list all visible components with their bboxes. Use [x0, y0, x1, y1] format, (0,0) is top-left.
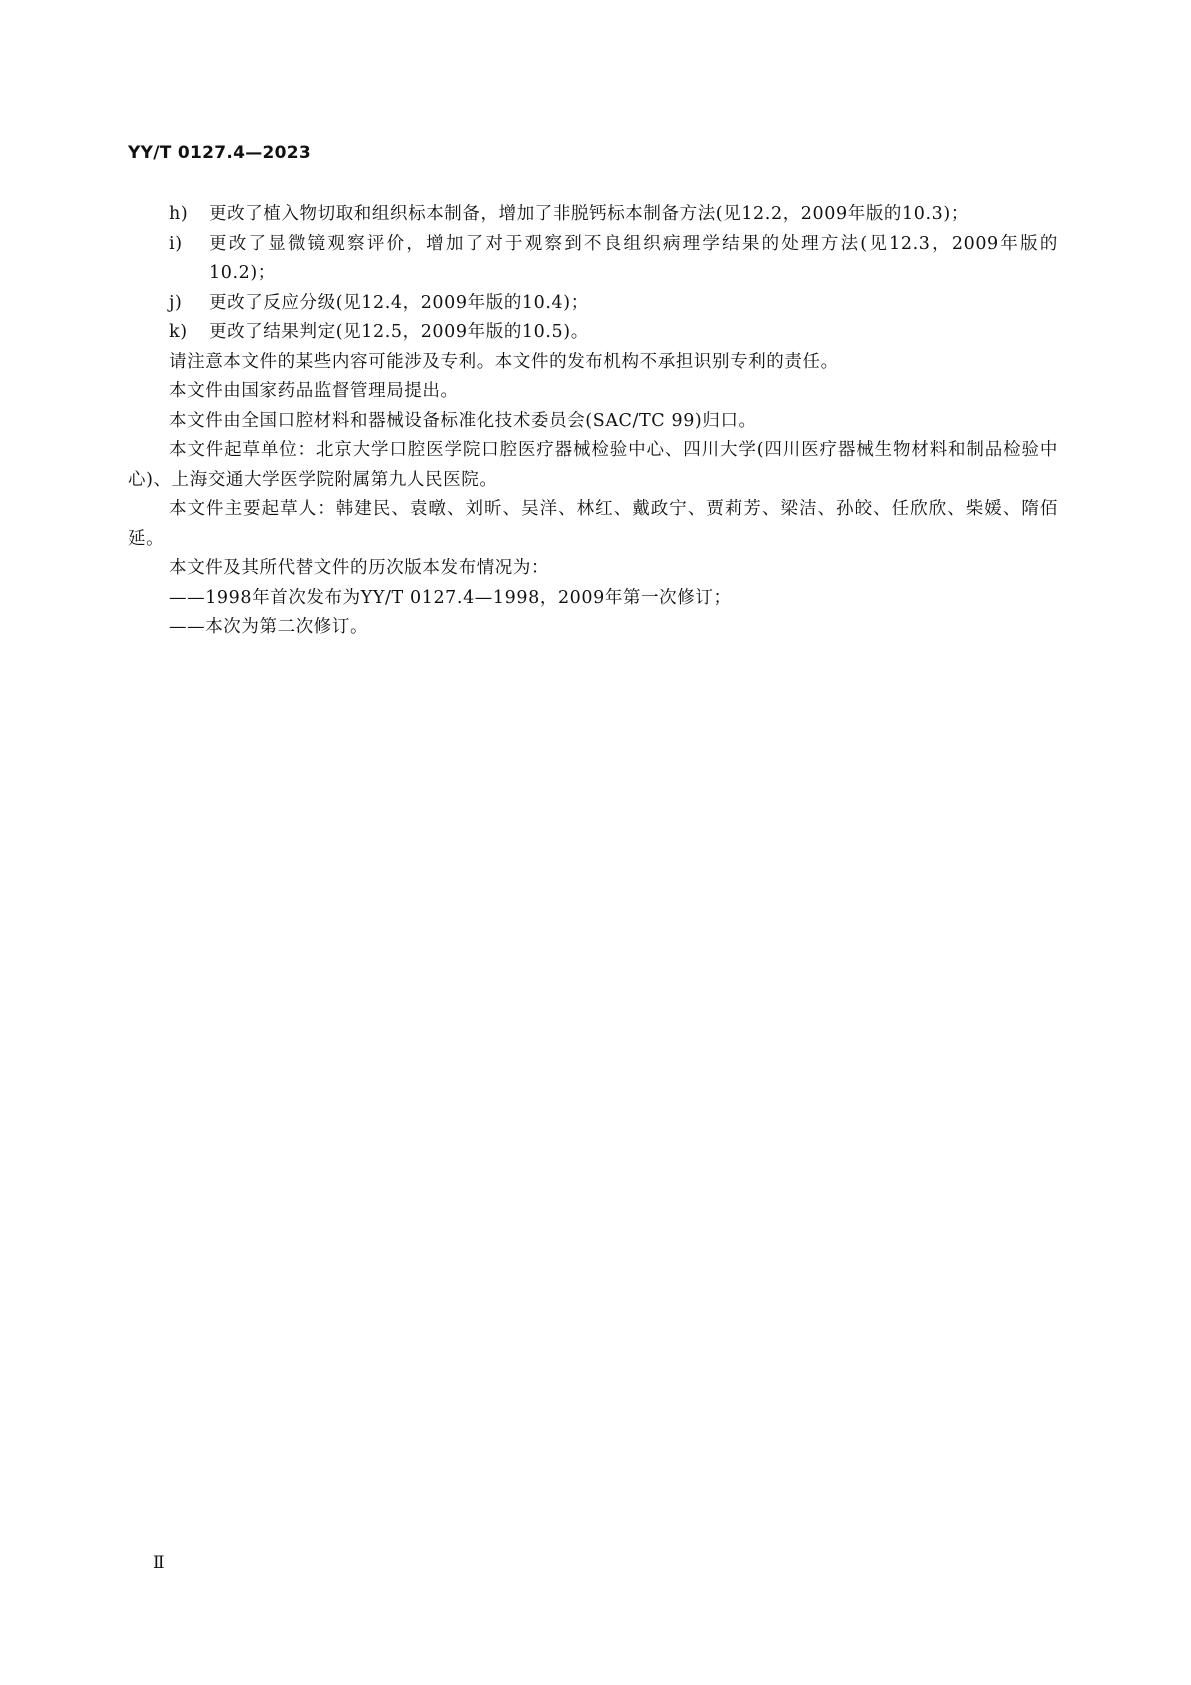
patent-notice: 请注意本文件的某些内容可能涉及专利。本文件的发布机构不承担识别专利的责任。: [169, 351, 839, 372]
page-number: Ⅱ: [153, 1553, 165, 1573]
list-marker: k): [169, 322, 188, 342]
version-history-intro: 本文件及其所代替文件的历次版本发布情况为：: [169, 558, 550, 578]
list-item: [128, 289, 1058, 319]
drafting-units: 本文件起草单位：北京大学口腔医学院口腔医疗器械检验中心、四川大学(四川医疗器械生物材料和制品检验中心)、上海交通大学医学院附属第九人民医院。: [128, 440, 1058, 490]
main-drafters: 本文件主要起草人：韩建民、袁暾、刘昕、吴洋、林红、戴政宁、贾莉芳、梁洁、孙皎、任欣欣、柴媛、隋佰延。: [128, 499, 1058, 549]
list-text: 更改了反应分级(见12.4，2009年版的10.4)；: [209, 292, 589, 313]
list-text: 更改了显微镜观察评价，增加了对于观察到不良组织病理学结果的处理方法(见12.3，2009年版的10.2)；: [209, 233, 1058, 283]
committee-statement: 本文件由全国口腔材料和器械设备标准化技术委员会(SAC/TC 99)归口。: [169, 410, 757, 431]
version-history-item: ——本次为第二次修订。: [169, 617, 369, 637]
foreword-body: [128, 200, 1058, 643]
list-marker: i): [169, 233, 183, 254]
list-item: [128, 230, 1058, 289]
standard-code: YY/T 0127.4—2023: [128, 143, 312, 163]
list-item: [128, 200, 1058, 230]
proposer-statement: 本文件由国家药品监督管理局提出。: [169, 381, 459, 401]
list-item: [128, 318, 1058, 348]
list-marker: h): [169, 204, 189, 224]
list-text: 更改了植入物切取和组织标本制备，增加了非脱钙标本制备方法(见12.2，2009年版的10.3)；: [209, 204, 969, 224]
version-history-item: ——1998年首次发布为YY/T 0127.4—1998，2009年第一次修订；: [169, 587, 732, 608]
list-text: 更改了结果判定(见12.5，2009年版的10.5)。: [209, 322, 589, 342]
list-marker: j): [169, 292, 183, 313]
